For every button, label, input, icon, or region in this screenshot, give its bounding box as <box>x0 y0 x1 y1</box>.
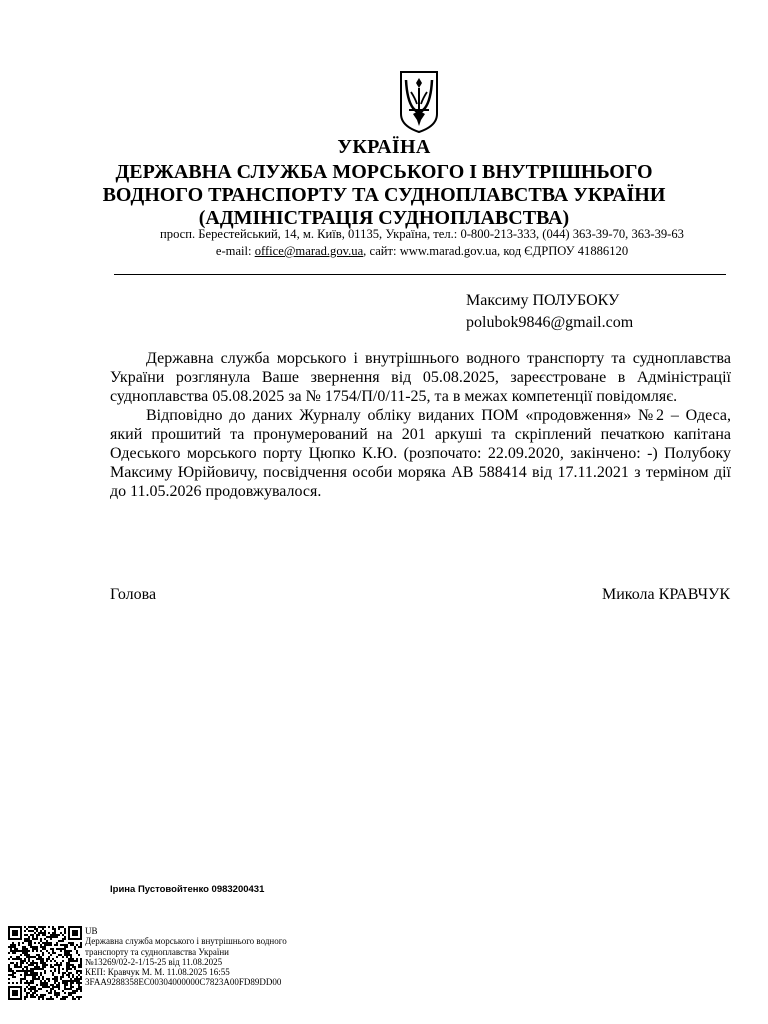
executor-note: Ірина Пустовойтенко 0983200431 <box>110 884 265 895</box>
header-email-line <box>112 243 732 260</box>
body-paragraph-2: Відповідно до даних Журналу обліку виданих ПОМ «продовження» №2 – Одеса, який прошитий та пронумерований на 201 аркуші та скріплений печаткою капітана Одеського морського порту Цюпко К.Ю. (розпочато: 22.09.2020, закінчено: -) Полубоку Максиму Юрійовичу, посвідчення особи моряка АВ 588414 від 17.11.2021 з терміном дії до 11.05.2026 продовжувалося. <box>110 407 731 500</box>
header-agency-line3: (АДМІНІСТРАЦІЯ СУДНОПЛАВСТВА) <box>198 207 570 229</box>
stamp-line-3: транспорту та судноплавства України <box>85 946 229 957</box>
header-agency-line1: ДЕРЖАВНА СЛУЖБА МОРСЬКОГО І ВНУТРІШНЬОГО <box>115 161 653 183</box>
addressee-block <box>466 290 633 334</box>
letter-body <box>110 349 731 501</box>
stamp-line-5: КЕП: Кравчук М. М. 11.08.2025 16:55 <box>85 967 230 978</box>
e-signature-stamp <box>85 926 287 988</box>
header-country: УКРАЇНА <box>337 136 431 158</box>
signature-name: Микола КРАВЧУК <box>602 586 730 603</box>
body-paragraph-1: Державна служба морського і внутрішнього водного транспорту та судноплавства України розглянула Ваше звернення від 05.08.2025, зареєстроване в Адміністрації судноплавства 05.08.2025 за № 1754/П/0/11-25, та в межах компетенції повідомляє. <box>110 350 731 405</box>
stamp-line-2: Державна служба морського і внутрішнього водного <box>85 936 287 947</box>
header-divider <box>114 274 726 275</box>
header-address: просп. Берестейський, 14, м. Київ, 01135, Україна, тел.: 0-800-213-333, (044) 363-39-70, 363-39-63 <box>160 227 684 241</box>
email-prefix: e-mail: <box>215 244 255 258</box>
qr-code-icon <box>8 926 82 1000</box>
site-and-code: , сайт: www.marad.gov.ua, код ЄДРПОУ 41886120 <box>363 244 629 258</box>
header-agency-line2: ВОДНОГО ТРАНСПОРТУ ТА СУДНОПЛАВСТВА УКРАЇНИ <box>102 184 666 206</box>
email-link[interactable]: office@marad.gov.ua <box>254 244 364 258</box>
stamp-line-4: №13269/02-2-1/15-25 від 11.08.2025 <box>85 956 223 967</box>
addressee-name: Максиму ПОЛУБОКУ <box>466 292 620 309</box>
signature-position: Голова <box>110 586 157 603</box>
stamp-line-1: UB <box>85 926 98 936</box>
stamp-line-6: 3FAA9288358EC00304000000C7823A00FD89DD00 <box>85 977 282 988</box>
addressee-email: polubok9846@gmail.com <box>466 314 634 331</box>
trident-emblem-icon <box>399 70 439 134</box>
